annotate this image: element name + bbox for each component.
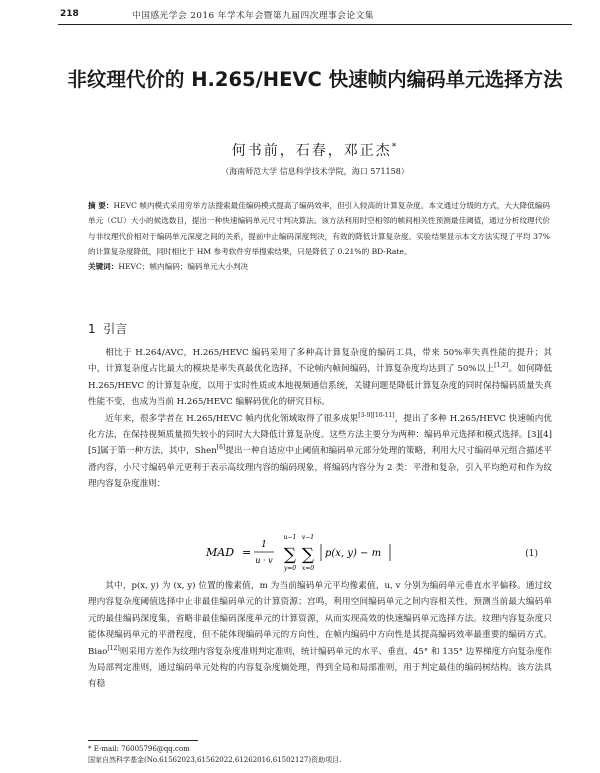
page-number: 218: [60, 9, 79, 19]
affiliation: （海南师范大学 信息科学技术学院，海口 571158）: [221, 167, 409, 176]
eq-abs-content: p(x, y) − m: [325, 548, 382, 559]
equation-number: (1): [525, 549, 538, 559]
body-text-lower: [88, 578, 552, 693]
paper-title: 非纹理代价的 H.265/HEVC 快速帧内编码单元选择方法: [67, 68, 563, 91]
abstract-label: 摘 要：: [88, 201, 114, 210]
abstract-text: HEVC 帧内模式采用穷举方法搜索最佳编码模式提高了编码效率，但引入较高的计算复杂度。本文通过分级的方式，大大降低编码单元（CU）大小的候选数目，提出一种快速编码单元尺寸判决算法。该方法利用时空相邻的帧间相关性预测最佳阈值，通过分析纹理代价与非纹理代价相对于编码单元深度之间的关系，提前中止编码深度判决，有效的降低计算复杂度。实验结果显示本文方法实现了平均 37%的计算复杂度降低，同时相比于 HM 参考软件穷举搜索结果，只是降低了 0.21%的 BD-Rate。: [88, 201, 550, 256]
p2b-text: ，提出了多种 H.265/HEVC 快速帧内优化方法，在保持视频质量损失较小的同时大大降低计算复杂度。这些方法主要分为两种：编码单元选择和模式选择。[3][4][5]属于第一种方法，其中，Shen: [88, 413, 552, 457]
paragraph-1: [88, 345, 552, 411]
keywords-text: HEVC；帧内编码；编码单元大小判决: [118, 262, 249, 272]
eq-sum2: ∑: [301, 545, 315, 565]
p1-text: 相比于 H.264/AVC，H.265/HEVC 编码采用了多种高计算复杂度的编码工具，带来 50%率失真性能的提升；其中，计算复杂度占比最大的模块是率失真最优化选择，不论帧内帧间编码，计算复杂度均达到了 50%以上: [88, 348, 552, 375]
eq-sum1-bottom: y=0: [283, 565, 297, 572]
corresponding-mark: *: [391, 142, 399, 153]
paragraph-3: [88, 578, 552, 693]
eq-sum1-top: u−1: [283, 534, 297, 541]
eq-equals: =: [242, 546, 252, 559]
citation: [3-9][10-11]: [358, 411, 395, 419]
footnote-funding: 国家自然科学基金(No.61562023,61562022,61262016,61502127)资助项目.: [88, 756, 342, 764]
equation-mad: [200, 531, 420, 573]
footnote-rule: [88, 740, 198, 741]
author-names: 何书前，石春，邓正杰: [231, 143, 392, 159]
section-title: 引言: [103, 322, 128, 336]
eq-sum2-bottom: x=0: [301, 565, 315, 572]
p1b-text: 。如何降低 H.265/HEVC 的计算复杂度，以用于实时性质或本地视频通信系统，关键问题是降低计算复杂度的同时保持编码质量失真性能不变，也成为当前 H.265/HEVC 编解码优化的研究目标。: [88, 364, 552, 408]
eq-sum1: ∑: [283, 545, 297, 565]
abstract: [88, 198, 550, 274]
citation: [1,2]: [494, 362, 509, 370]
eq-lhs: MAD: [206, 546, 235, 559]
equation-graphic: [200, 531, 420, 573]
p3b-text: 则采用方差作为纹理内容复杂度准则判定准则，统计编码单元的水平、垂直、45° 和 135° 边界梯度方向复杂度作为局部判定准则，通过编码单元处构的内容复杂度熵处理，得到全局和局部准则，用于判定最佳的编码树结构。该方法具有稳: [88, 646, 552, 690]
body-text-upper: [88, 345, 552, 493]
citation: [6]: [216, 444, 226, 452]
p3-text: 其中，p(x, y) 为 (x, y) 位置的像素值，m 为当前编码单元平均像素值，u, v 分别为编码单元垂直水平偏移。通过纹理内容复杂度阈值选择中止非最佳编码单元的计算资源；宫鸣，利用空间编码单元之间内容相关性，预测当前最大编码单元的最佳编码深度集，省略非最佳编码深度单元的计算资源，从而实现高效的快速编码单元选择方法。纹理内容复杂度只能体现编码单元的平滑程度，但不能体现编码单元的方向性，在帧内编码中方向性是其提高编码效率最重要的编码方式。Biao: [88, 581, 552, 657]
header-rule: [58, 24, 572, 25]
section-number: 1: [88, 322, 96, 336]
footnote-email: * E-mail: 76005796@qq.com: [88, 745, 190, 753]
paragraph-2: [88, 411, 552, 493]
citation: [12]: [107, 644, 120, 652]
keywords-label: 关键词：: [88, 262, 119, 272]
running-head: [60, 9, 570, 25]
footnotes: [88, 744, 552, 766]
section-heading: [88, 320, 127, 337]
eq-frac-num: 1: [261, 540, 267, 550]
eq-frac-den: u · v: [255, 556, 273, 565]
authors: [60, 140, 570, 160]
p2c-text: 提出一种自适应中止阈值和编码单元部分处理的策略，利用大尺寸编码单元组合描述平滑内容，小尺寸编码单元更利于表示高纹理内容的编码现象，将编码内容分为 2 类：平滑和复杂，引入平均绝对和作为纹理内容复杂度准则：: [88, 446, 552, 490]
journal-name: 中国感光学会 2016 年学术年会暨第九届四次理事会论文集: [132, 11, 374, 21]
p2-text: 近年来，很多学者在 H.265/HEVC 帧内优化领域取得了很多成果: [105, 413, 359, 424]
abstract-body: [88, 198, 550, 259]
keywords: [88, 259, 550, 274]
eq-sum2-top: v−1: [301, 534, 315, 541]
